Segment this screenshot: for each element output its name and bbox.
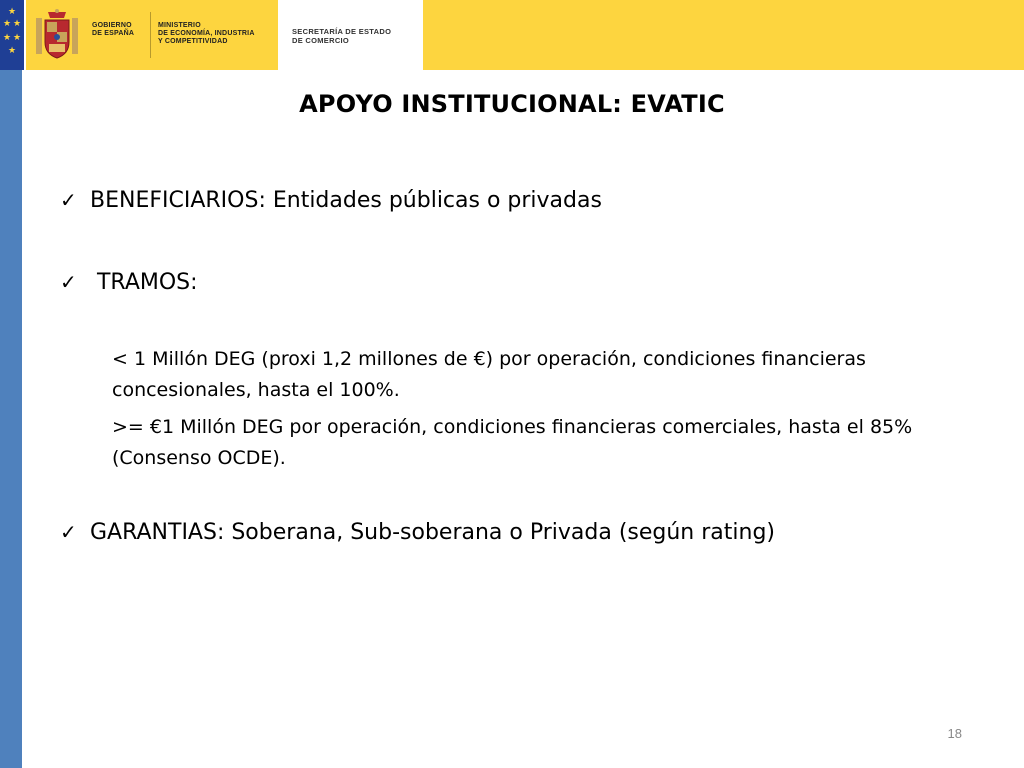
bullet-text: TRAMOS:: [90, 270, 198, 295]
slide-title: [0, 90, 1024, 118]
tramo-item: < 1 Millón DEG (proxi 1,2 millones de €) por operación, condiciones financieras concesionales, hasta el 100%.: [112, 348, 866, 401]
check-icon: ✓: [60, 520, 77, 544]
slide-title-text: APOYO INSTITUCIONAL: EVATIC: [299, 90, 725, 118]
government-logo: [26, 0, 278, 70]
bullet-text: BENEFICIARIOS: Entidades públicas o privadas: [90, 188, 602, 213]
bullet-text: GARANTIAS: Soberana, Sub-soberana o Privada (según rating): [90, 520, 775, 545]
check-icon: ✓: [60, 270, 77, 294]
divider: [150, 12, 151, 58]
bullet-garantias: [60, 520, 775, 545]
government-label: GOBIERNO DE ESPAÑA: [92, 22, 135, 37]
page-number: 18: [947, 726, 962, 741]
tramo-item: >= €1 Millón DEG por operación, condiciones financieras comerciales, hasta el 85% (Consenso OCDE).: [112, 416, 913, 469]
bullet-tramos: [60, 270, 198, 295]
secretariat-label: SECRETARÍA DE ESTADO DE COMERCIO: [292, 27, 392, 45]
coat-of-arms-icon: [34, 8, 80, 62]
check-icon: ✓: [60, 188, 77, 212]
bullet-beneficiarios: [60, 188, 602, 213]
sidebar-stripe: [0, 70, 22, 768]
ministry-label: MINISTERIO DE ECONOMÍA, INDUSTRIA Y COMPETITIVIDAD: [158, 22, 255, 45]
eu-flag-icon: ★ ★ ★ ★ ★ ★: [0, 0, 24, 70]
